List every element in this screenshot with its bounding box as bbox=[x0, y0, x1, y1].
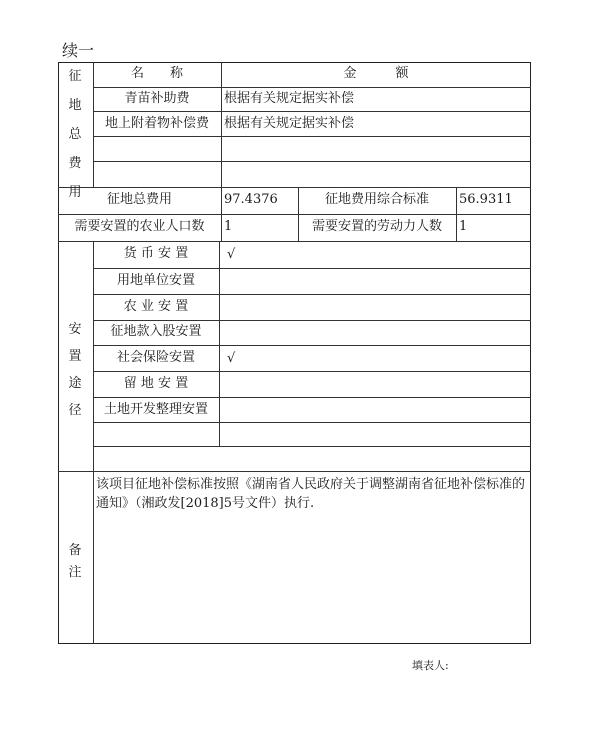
row-divider bbox=[93, 136, 531, 137]
col-divider bbox=[221, 187, 222, 241]
standard-value: 56.9311 bbox=[459, 192, 513, 207]
row-divider bbox=[58, 214, 531, 215]
standard-label: 征地费用综合标准 bbox=[324, 192, 429, 207]
fee-name-1: 地上附着物补偿费 bbox=[104, 116, 209, 131]
resettle-item-4: 社会保险安置 bbox=[116, 350, 195, 365]
row-divider bbox=[93, 446, 531, 447]
land-fee-group-label: 征地总费用 bbox=[68, 69, 82, 200]
resettle-item-3: 征地款入股安置 bbox=[110, 324, 202, 339]
col-divider bbox=[93, 471, 94, 644]
resettlement-group-label: 安置途径 bbox=[68, 322, 82, 418]
remarks-text: 该项目征地补偿标准按照《湖南省人民政府关于调整湖南省征地补偿标准的通知》（湘政发[2018]5号文件）执行. bbox=[96, 477, 526, 511]
resettle-item-1: 用地单位安置 bbox=[116, 273, 195, 288]
row-divider bbox=[93, 268, 531, 269]
resettle-item-2: 农 业 安 置 bbox=[123, 299, 189, 314]
row-divider bbox=[93, 422, 531, 423]
farm-pop-label: 需要安置的农业人口数 bbox=[74, 219, 205, 234]
fee-amount-1: 根据有关规定据实补偿 bbox=[224, 116, 355, 131]
header-name: 名 称 bbox=[130, 66, 183, 81]
row-divider bbox=[58, 471, 531, 472]
fee-name-0: 青苗补助费 bbox=[124, 91, 190, 106]
col-divider bbox=[456, 187, 457, 241]
row-divider bbox=[93, 397, 531, 398]
total-fee-value: 97.4376 bbox=[224, 192, 278, 207]
row-divider bbox=[93, 294, 531, 295]
row-divider bbox=[93, 161, 531, 162]
row-divider bbox=[93, 111, 531, 112]
row-divider bbox=[58, 241, 531, 242]
row-divider bbox=[58, 187, 531, 188]
labor-label: 需要安置的劳动力人数 bbox=[311, 219, 442, 234]
total-fee-label: 征地总费用 bbox=[106, 192, 172, 207]
col-divider bbox=[219, 241, 220, 446]
check-mark: √ bbox=[227, 247, 236, 262]
row-divider bbox=[93, 320, 531, 321]
resettle-item-6: 土地开发整理安置 bbox=[103, 402, 208, 417]
resettle-item-5: 留 地 安 置 bbox=[123, 376, 189, 391]
row-divider bbox=[93, 345, 531, 346]
remarks-label: 备注 bbox=[68, 543, 82, 580]
check-mark: √ bbox=[227, 351, 236, 366]
filler-label: 填表人: bbox=[412, 659, 449, 672]
header-amount: 金 额 bbox=[343, 66, 409, 81]
row-divider bbox=[93, 371, 531, 372]
row-divider bbox=[93, 87, 531, 88]
labor-value: 1 bbox=[459, 219, 468, 234]
resettle-item-0: 货 币 安 置 bbox=[123, 246, 189, 261]
fee-amount-0: 根据有关规定据实补偿 bbox=[224, 91, 355, 106]
form-title: 续一 bbox=[62, 41, 95, 60]
farm-pop-value: 1 bbox=[224, 219, 233, 234]
